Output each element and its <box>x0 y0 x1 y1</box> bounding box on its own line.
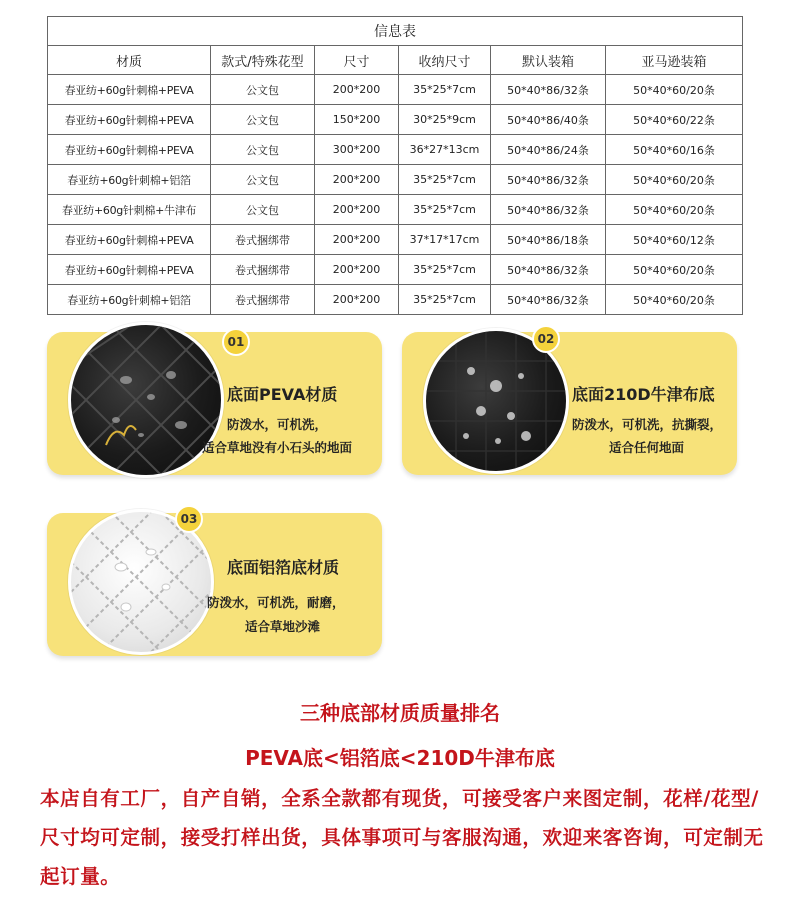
table-cell: 200*200 <box>315 225 399 255</box>
feature-card-foil <box>47 513 382 656</box>
table-cell: 200*200 <box>315 165 399 195</box>
ranking-order: PEVA底<铝箔底<210D牛津布底 <box>245 746 555 770</box>
table-cell: 50*40*86/40条 <box>491 105 606 135</box>
table-cell: 37*17*17cm <box>399 225 491 255</box>
table-cell: 300*200 <box>315 135 399 165</box>
feature-card-peva <box>47 332 382 475</box>
table-cell: 35*25*7cm <box>399 195 491 225</box>
table-row <box>48 165 743 195</box>
table-cell: 50*40*60/20条 <box>606 285 743 315</box>
table-row <box>48 105 743 135</box>
table-cell: 50*40*60/22条 <box>606 105 743 135</box>
table-cell: 公文包 <box>211 105 315 135</box>
card-line-2: 适合草地沙滩 <box>245 619 321 634</box>
card-title: 底面PEVA材质 <box>227 385 338 404</box>
card-line-1: 防泼水，可机洗，抗撕裂， <box>572 417 723 432</box>
card-line-1: 防泼水，可机洗，耐磨， <box>207 595 345 610</box>
table-row <box>48 285 743 315</box>
ranking-title: 三种底部材质质量排名 <box>300 701 500 725</box>
table-cell: 公文包 <box>211 165 315 195</box>
table-cell: 35*25*7cm <box>399 165 491 195</box>
table-cell: 公文包 <box>211 75 315 105</box>
column-header: 款式/特殊花型 <box>211 46 315 75</box>
table-cell: 50*40*60/16条 <box>606 135 743 165</box>
card-line-1: 防泼水，可机洗， <box>227 417 328 432</box>
table-cell: 50*40*86/24条 <box>491 135 606 165</box>
table-cell: 36*27*13cm <box>399 135 491 165</box>
table-cell: 200*200 <box>315 75 399 105</box>
table-cell: 200*200 <box>315 285 399 315</box>
column-header: 收纳尺寸 <box>399 46 491 75</box>
table-cell: 50*40*86/32条 <box>491 195 606 225</box>
table-cell: 卷式捆绑带 <box>211 285 315 315</box>
table-cell: 50*40*86/18条 <box>491 225 606 255</box>
table-cell: 卷式捆绑带 <box>211 255 315 285</box>
peva-material-photo <box>68 322 224 478</box>
column-header: 亚马逊装箱 <box>606 46 743 75</box>
info-table <box>47 16 743 315</box>
column-header: 默认装箱 <box>491 46 606 75</box>
table-row <box>48 75 743 105</box>
table-cell: 50*40*86/32条 <box>491 165 606 195</box>
column-header: 材质 <box>48 46 211 75</box>
table-cell: 春亚纺+60g针刺棉+铝箔 <box>48 285 211 315</box>
table-cell: 35*25*7cm <box>399 255 491 285</box>
card-line-2: 适合任何地面 <box>609 440 685 455</box>
table-cell: 春亚纺+60g针刺棉+PEVA <box>48 105 211 135</box>
table-cell: 公文包 <box>211 195 315 225</box>
table-cell: 50*40*86/32条 <box>491 255 606 285</box>
table-cell: 35*25*7cm <box>399 75 491 105</box>
card-title: 底面铝箔底材质 <box>227 558 340 577</box>
badge-03: 03 <box>175 505 203 533</box>
table-cell: 50*40*60/20条 <box>606 75 743 105</box>
badge-02: 02 <box>532 325 560 353</box>
table-cell: 春亚纺+60g针刺棉+PEVA <box>48 225 211 255</box>
card-line-2: 适合草地没有小石头的地面 <box>202 440 353 455</box>
table-cell: 卷式捆绑带 <box>211 225 315 255</box>
table-title: 信息表 <box>48 17 743 46</box>
table-cell: 150*200 <box>315 105 399 135</box>
table-cell: 200*200 <box>315 255 399 285</box>
table-cell: 春亚纺+60g针刺棉+PEVA <box>48 135 211 165</box>
badge-01: 01 <box>222 328 250 356</box>
table-cell: 50*40*60/12条 <box>606 225 743 255</box>
card-title: 底面210D牛津布底 <box>572 385 715 404</box>
table-row <box>48 135 743 165</box>
table-cell: 35*25*7cm <box>399 285 491 315</box>
table-row <box>48 195 743 225</box>
feature-card-oxford <box>402 332 737 475</box>
column-header: 尺寸 <box>315 46 399 75</box>
table-row <box>48 225 743 255</box>
table-cell: 春亚纺+60g针刺棉+PEVA <box>48 75 211 105</box>
table-cell: 春亚纺+60g针刺棉+铝箔 <box>48 165 211 195</box>
table-cell: 50*40*86/32条 <box>491 75 606 105</box>
store-notice: 本店自有工厂，自产自销，全系全款都有现货，可接受客户来图定制，花样/花型/尺寸均可定制，接受打样出货，具体事项可与客服沟通，欢迎来客咨询，可定制无起订量。 <box>40 787 764 888</box>
table-cell: 50*40*60/20条 <box>606 165 743 195</box>
table-cell: 春亚纺+60g针刺棉+PEVA <box>48 255 211 285</box>
table-cell: 50*40*60/20条 <box>606 195 743 225</box>
table-cell: 50*40*60/20条 <box>606 255 743 285</box>
table-cell: 50*40*86/32条 <box>491 285 606 315</box>
table-cell: 公文包 <box>211 135 315 165</box>
table-cell: 200*200 <box>315 195 399 225</box>
table-row <box>48 255 743 285</box>
table-cell: 春亚纺+60g针刺棉+牛津布 <box>48 195 211 225</box>
table-cell: 30*25*9cm <box>399 105 491 135</box>
